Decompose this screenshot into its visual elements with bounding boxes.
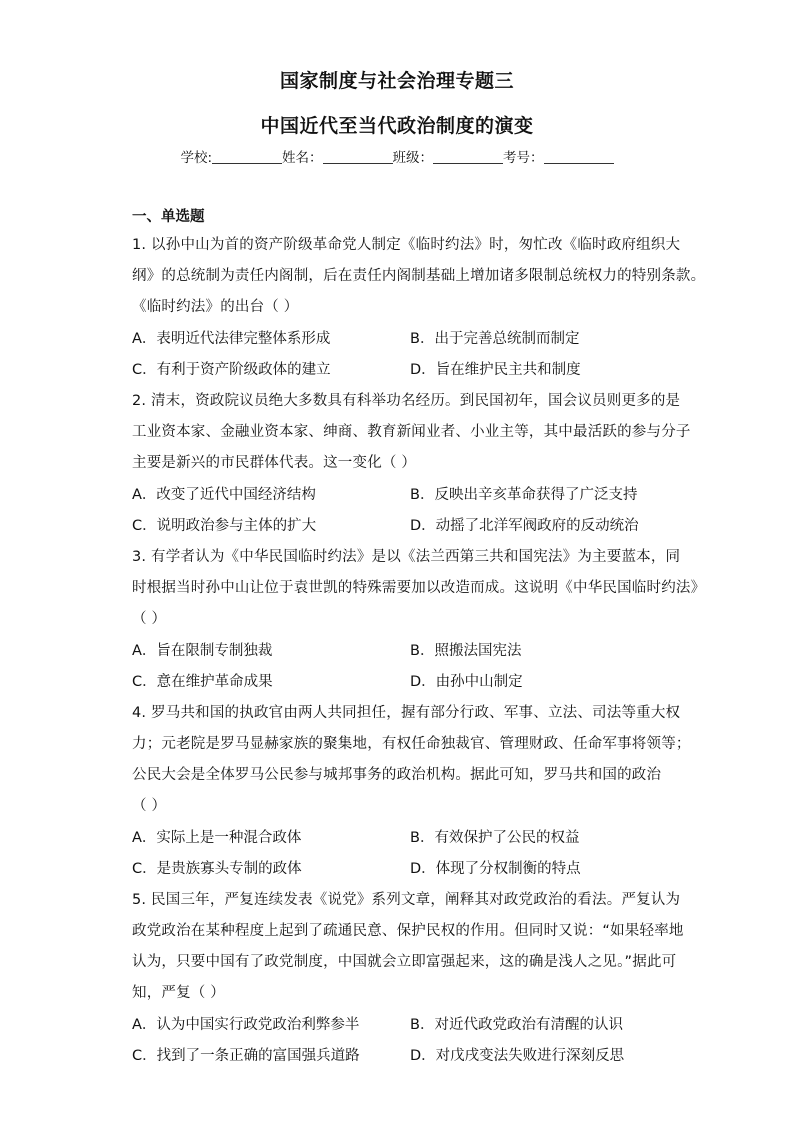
question-2-line-1: 2. 清末，资政院议员绝大多数具有科举功名经历。到民国初年，国会议员则更多的是 [132, 393, 681, 409]
section-heading: 一、单选题 [132, 209, 205, 225]
question-4-line-4: （ ） [132, 798, 167, 814]
school-label: 学校: [180, 150, 213, 166]
question-2-option-d[interactable]: D．动摇了北洋军阀政府的反动统治 [410, 518, 639, 534]
question-1-option-b[interactable]: B．出于完善总统制而制定 [410, 331, 580, 347]
question-3-line-2: 时根据当时孙中山让位于袁世凯的特殊需要加以改造而成。这说明《中华民国临时约法》 [132, 580, 706, 596]
question-4-line-3: 公民大会是全体罗马公民参与城邦事务的政治机构。据此可知，罗马共和国的政治 [132, 767, 662, 783]
question-1-option-c[interactable]: C．有利于资产阶级政体的建立 [132, 362, 331, 378]
exam-no-label: 考号： [503, 150, 544, 166]
class-label: 班级： [392, 150, 434, 166]
question-4-line-1: 4. 罗马共和国的执政官由两人共同担任，握有部分行政、军事、立法、司法等重大权 [132, 705, 681, 721]
question-3-option-c[interactable]: C．意在维护革命成果 [132, 674, 273, 690]
question-3-line-3: （ ） [132, 611, 167, 627]
question-1-line-2: 纲》的总统制为责任内阁制，后在责任内阁制基础上增加诸多限制总统权力的特别条款。 [132, 268, 706, 284]
question-1-option-a[interactable]: A．表明近代法律完整体系形成 [132, 331, 331, 347]
question-2-line-3: 主要是新兴的市民群体代表。这一变化（ ） [132, 455, 417, 471]
question-3-option-a[interactable]: A．旨在限制专制独裁 [132, 643, 273, 659]
question-2-option-c[interactable]: C．说明政治参与主体的扩大 [132, 518, 317, 534]
question-5-option-a[interactable]: A．认为中国实行政党政治利弊参半 [132, 1017, 360, 1033]
question-4-line-2: 力；元老院是罗马显赫家族的聚集地，有权任命独裁官、管理财政、任命军事将领等； [132, 736, 691, 752]
exam-no-blank[interactable] [544, 151, 614, 164]
question-2-option-b[interactable]: B．反映出辛亥革命获得了广泛支持 [410, 487, 638, 503]
question-2-option-a[interactable]: A．改变了近代中国经济结构 [132, 487, 316, 503]
question-2-line-2: 工业资本家、金融业资本家、绅商、教育新闻业者、小业主等，其中最活跃的参与分子 [132, 424, 691, 440]
page-title: 国家制度与社会治理专题三 [279, 70, 514, 92]
school-blank[interactable] [212, 151, 282, 164]
question-5-line-4: 知，严复（ ） [132, 985, 226, 1001]
question-5-option-d[interactable]: D．对戊戌变法失败进行深刻反思 [410, 1048, 625, 1064]
question-4-option-b[interactable]: B．有效保护了公民的权益 [410, 830, 580, 846]
page-subtitle: 中国近代至当代政治制度的演变 [260, 115, 534, 137]
class-blank[interactable] [433, 151, 503, 164]
question-1-option-d[interactable]: D．旨在维护民主共和制度 [410, 362, 581, 378]
question-5-line-2: 政党政治在某种程度上起到了疏通民意、保护民权的作用。但同时又说：“如果轻率地 [132, 923, 684, 939]
question-4-option-a[interactable]: A．实际上是一种混合政体 [132, 830, 302, 846]
question-3-option-d[interactable]: D．由孙中山制定 [410, 674, 523, 690]
question-4-option-d[interactable]: D．体现了分权制衡的特点 [410, 861, 581, 877]
question-1-line-3: 《临时约法》的出台（ ） [132, 299, 299, 315]
question-5-option-b[interactable]: B．对近代政党政治有清醒的认识 [410, 1017, 623, 1033]
student-info-line [0, 146, 794, 166]
question-3-option-b[interactable]: B．照搬法国宪法 [410, 643, 522, 659]
question-5-line-1: 5. 民国三年，严复连续发表《说党》系列文章，阐释其对政党政治的看法。严复认为 [132, 892, 681, 908]
question-5-line-3: 认为，只要中国有了政党制度，中国就会立即富强起来，这的确是浅人之见。”据此可 [132, 954, 677, 970]
question-5-option-c[interactable]: C．找到了一条正确的富国强兵道路 [132, 1048, 360, 1064]
question-3-line-1: 3. 有学者认为《中华民国临时约法》是以《法兰西第三共和国宪法》为主要蓝本，同 [132, 549, 681, 565]
question-4-option-c[interactable]: C．是贵族寡头专制的政体 [132, 861, 302, 877]
name-label: 姓名： [282, 150, 323, 166]
name-blank[interactable] [323, 151, 393, 164]
question-1-line-1: 1. 以孙中山为首的资产阶级革命党人制定《临时约法》时，匆忙改《临时政府组织大 [132, 237, 681, 253]
